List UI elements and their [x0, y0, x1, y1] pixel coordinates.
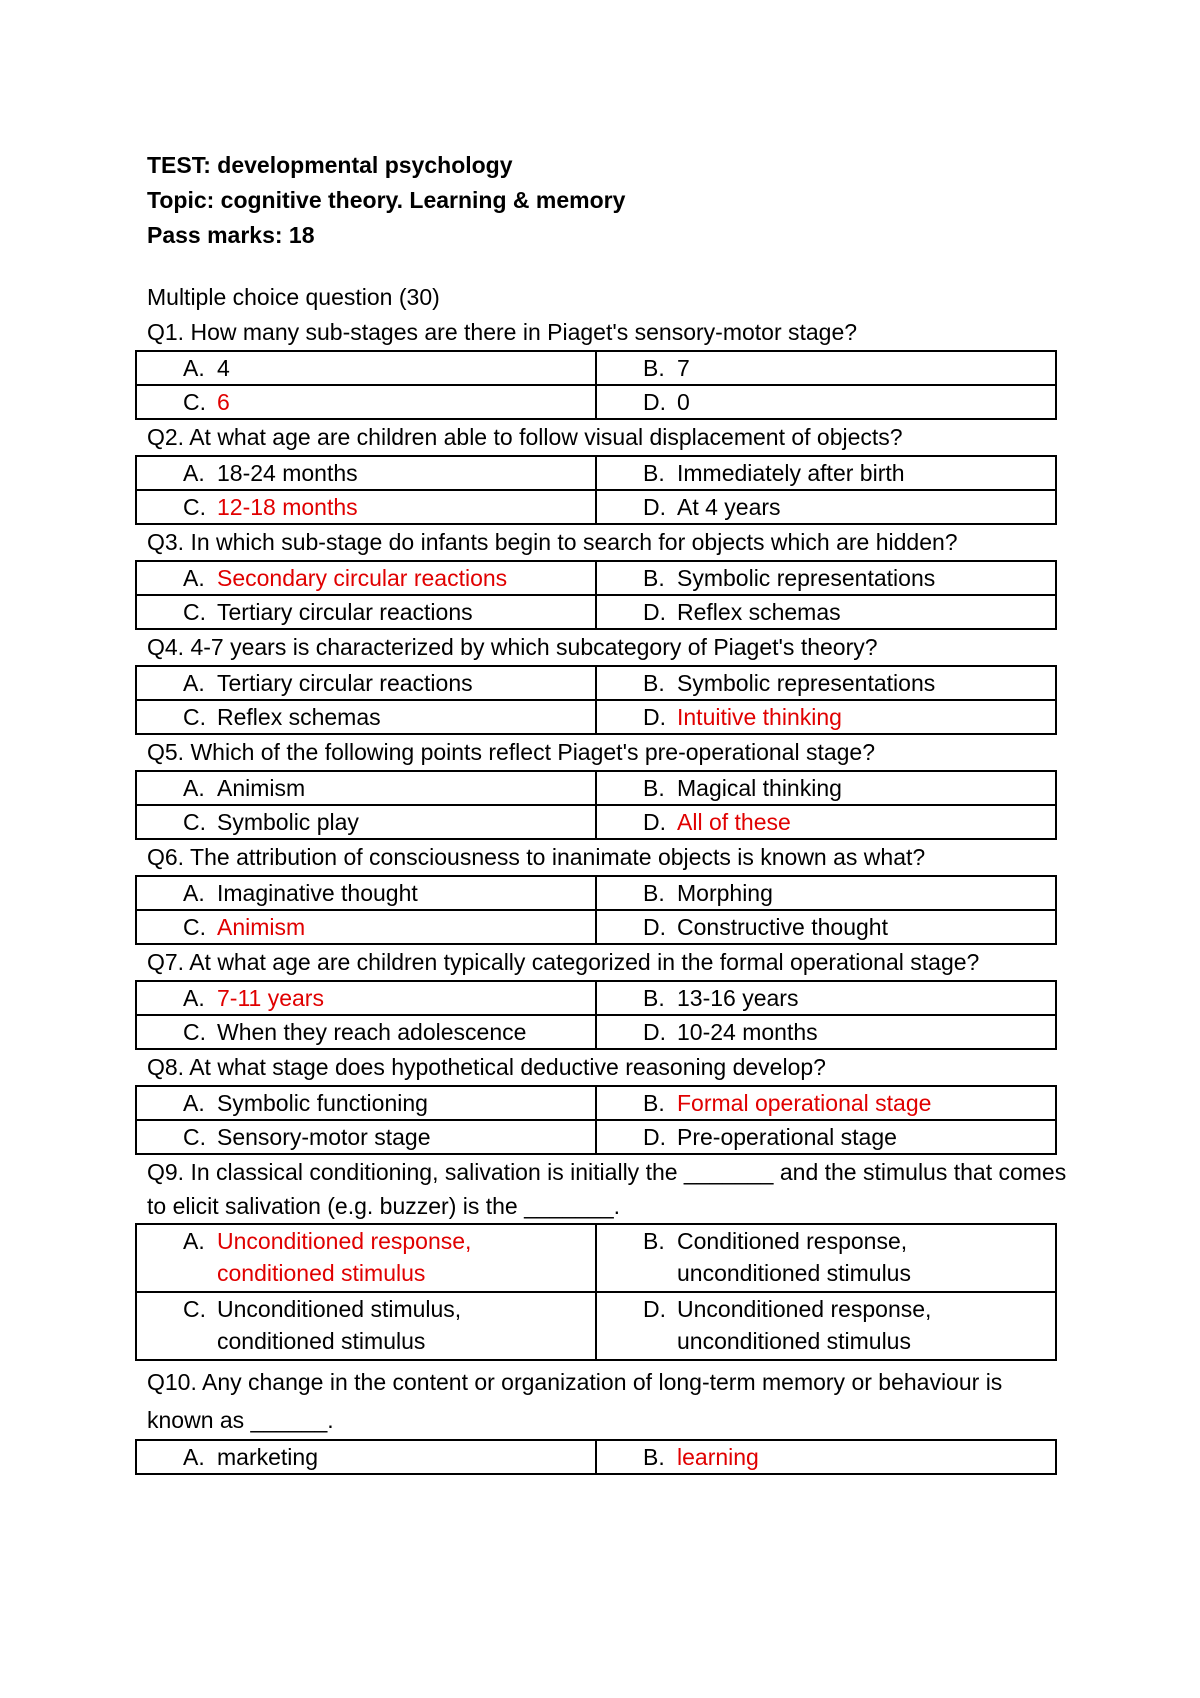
option-b: B. Symbolic representations [596, 561, 1056, 595]
options-q1 [135, 350, 1057, 420]
section-title: Multiple choice question (30) [147, 284, 440, 310]
options-q9 [135, 1223, 1057, 1361]
pass-marks: Pass marks: 18 [147, 222, 315, 248]
options-q2 [135, 455, 1057, 525]
options-q5 [135, 770, 1057, 840]
options-q10 [135, 1439, 1057, 1475]
options-q7 [135, 980, 1057, 1050]
option-c: C. When they reach adolescence [136, 1015, 596, 1049]
option-d: D. 10-24 months [596, 1015, 1056, 1049]
option-c: C. Unconditioned stimulus, conditioned stimulus [136, 1292, 596, 1360]
question-2: Q2. At what age are children able to follow visual displacement of objects? [147, 424, 903, 450]
options-q3 [135, 560, 1057, 630]
option-d: D. At 4 years [596, 490, 1056, 524]
option-d: D. 0 [596, 385, 1056, 419]
question-4: Q4. 4-7 years is characterized by which subcategory of Piaget's theory? [147, 634, 878, 660]
option-a: A. Imaginative thought [136, 876, 596, 910]
option-a: A. Tertiary circular reactions [136, 666, 596, 700]
document-content [147, 148, 1072, 1475]
option-b: B. Immediately after birth [596, 456, 1056, 490]
question-8: Q8. At what stage does hypothetical deductive reasoning develop? [147, 1054, 826, 1080]
option-c: C. 6 [136, 385, 596, 419]
option-c: C. 12-18 months [136, 490, 596, 524]
option-a: A. Symbolic functioning [136, 1086, 596, 1120]
option-d: D. Reflex schemas [596, 595, 1056, 629]
option-a: A. Secondary circular reactions [136, 561, 596, 595]
options-q4 [135, 665, 1057, 735]
question-10: Q10. Any change in the content or organization of long-term memory or behaviour is known as ______. [147, 1369, 1003, 1433]
topic-line: Topic: cognitive theory. Learning & memory [147, 187, 626, 213]
option-c: C. Tertiary circular reactions [136, 595, 596, 629]
options-q6 [135, 875, 1057, 945]
option-b: B. Magical thinking [596, 771, 1056, 805]
question-6: Q6. The attribution of consciousness to inanimate objects is known as what? [147, 844, 926, 870]
option-d: D. Pre-operational stage [596, 1120, 1056, 1154]
option-a: A. Unconditioned response, conditioned stimulus [136, 1224, 596, 1292]
option-c: C. Sensory-motor stage [136, 1120, 596, 1154]
option-d: D. Intuitive thinking [596, 700, 1056, 734]
option-a: A. 7-11 years [136, 981, 596, 1015]
option-b: B. Formal operational stage [596, 1086, 1056, 1120]
question-5: Q5. Which of the following points reflect Piaget's pre-operational stage? [147, 739, 876, 765]
question-9: Q9. In classical conditioning, salivation is initially the _______ and the stimulus that comes to elicit salivation (e.g. buzzer) is the _______. [147, 1159, 1067, 1219]
question-1: Q1. How many sub-stages are there in Piaget's sensory-motor stage? [147, 319, 858, 345]
option-d: D. Unconditioned response, unconditioned stimulus [596, 1292, 1056, 1360]
option-a: A. 18-24 months [136, 456, 596, 490]
option-b: B. Symbolic representations [596, 666, 1056, 700]
option-b: B. 13-16 years [596, 981, 1056, 1015]
option-a: A. Animism [136, 771, 596, 805]
option-c: C. Symbolic play [136, 805, 596, 839]
question-3: Q3. In which sub-stage do infants begin to search for objects which are hidden? [147, 529, 958, 555]
option-d: D. All of these [596, 805, 1056, 839]
option-d: D. Constructive thought [596, 910, 1056, 944]
option-b: B. 7 [596, 351, 1056, 385]
options-q8 [135, 1085, 1057, 1155]
option-c: C. Animism [136, 910, 596, 944]
option-a: A. marketing [136, 1440, 596, 1474]
option-b: B. Conditioned response, unconditioned stimulus [596, 1224, 1056, 1292]
option-a: A. 4 [136, 351, 596, 385]
option-b: B. Morphing [596, 876, 1056, 910]
option-c: C. Reflex schemas [136, 700, 596, 734]
test-title: TEST: developmental psychology [147, 152, 513, 178]
question-7: Q7. At what age are children typically categorized in the formal operational stage? [147, 949, 980, 975]
option-b: B. learning [596, 1440, 1056, 1474]
